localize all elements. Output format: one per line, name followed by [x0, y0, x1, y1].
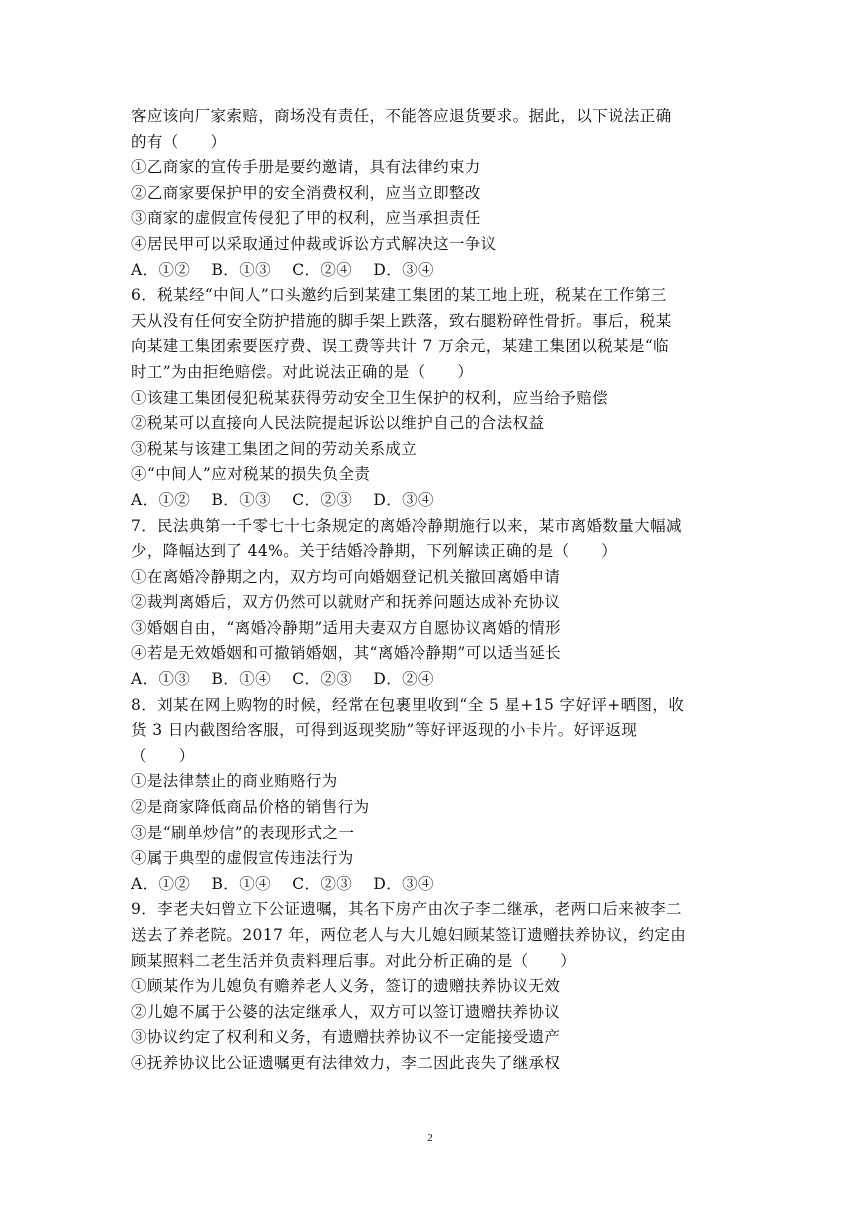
statement-4: ④居民甲可以采取通过仲裁或诉讼方式解决这一争议 [131, 234, 497, 253]
statement-3: ③税某与该建工集团之间的劳动关系成立 [131, 439, 418, 458]
question-text-line: 向某建工集团索要医疗费、误工费等共计 7 万余元，某建工集团以税某是“临 [131, 337, 670, 356]
statement-1: ①该建工集团侵犯税某获得劳动安全卫生保护的权利，应当给予赔偿 [131, 388, 609, 407]
question-text-line: 送去了养老院。2017 年，两位老人与大儿媳妇顾某签订遗赠扶养协议，约定由 [131, 926, 687, 944]
question-text-line: 客应该向厂家索赔，商场没有责任，不能答应退货要求。据此，以下说法正确 [131, 107, 672, 125]
statement-1: ①顾某作为儿媳负有赡养老人义务，签订的遗赠扶养协议无效 [131, 977, 561, 996]
page-number: 2 [427, 1132, 433, 1144]
question-text-line: 货 3 日内截图给客服，可得到返现奖励”等好评返现的小卡片。好评返现 [131, 721, 638, 740]
question-text-line: 8．刘某在网上购物的时候，经常在包裹里收到“全 5 星+15 字好评+晒图，收 [131, 695, 685, 714]
page-content [131, 104, 731, 1077]
answer-options: A．①③ B．①④ C．②③ D．②④ [131, 670, 434, 689]
question-6 [131, 283, 731, 513]
question-text-line: 9．李老夫妇曾立下公证遗嘱，其名下房产由次子李二继承，老两口后来被李二 [131, 900, 682, 919]
statement-4: ④“中间人”应对税某的损失负全责 [131, 465, 371, 484]
statement-2: ②儿媳不属于公婆的法定继承人，双方可以签订遗赠扶养协议 [131, 1002, 561, 1021]
answer-options: A．①② B．①③ C．②④ D．③④ [131, 260, 434, 279]
question-8 [131, 693, 731, 898]
statement-2: ②是商家降低商品价格的销售行为 [131, 798, 370, 817]
statement-1: ①在离婚冷静期之内，双方均可向婚姻登记机关撤回离婚申请 [131, 567, 561, 586]
statement-3: ③协议约定了权利和义务，有遗赠扶养协议不一定能接受遗产 [131, 1028, 561, 1047]
statement-3: ③商家的虚假宣传侵犯了甲的权利，应当承担责任 [131, 209, 481, 228]
question-text-line: 天从没有任何安全防护措施的脚手架上跌落，致右腿粉碎性骨折。事后，税某 [131, 311, 672, 330]
question-text-line: 6．税某经“中间人”口头邀约后到某建工集团的某工地上班，税某在工作第三 [131, 286, 667, 305]
statement-3: ③是“刷单炒信”的表现形式之一 [131, 823, 355, 842]
question-5 [131, 104, 731, 283]
question-7 [131, 514, 731, 693]
question-9 [131, 897, 731, 1076]
question-text-line: 的有（ ） [131, 132, 227, 151]
question-text-line: 少，降幅达到了 44%。关于结婚冷静期，下列解读正确的是（ ） [131, 542, 618, 561]
question-text-line: 时工”为由拒绝赔偿。对此说法正确的是（ ） [131, 362, 474, 381]
question-text-line: 7．民法典第一千零七十七条规定的离婚冷静期施行以来，某市离婚数量大幅减 [131, 516, 682, 535]
statement-3: ③婚姻自由，“离婚冷静期”适用夫妻双方自愿协议离婚的情形 [131, 618, 562, 637]
question-text-line: 顾某照料二老生活并负责料理后事。对此分析正确的是（ ） [131, 951, 577, 970]
statement-4: ④若是无效婚姻和可撤销婚姻，其“离婚冷静期”可以适当延长 [131, 644, 562, 663]
statement-2: ②乙商家要保护甲的安全消费权利，应当立即整改 [131, 183, 481, 202]
answer-options: A．①② B．①③ C．②③ D．③④ [131, 490, 434, 509]
question-text-line: （ ） [131, 746, 195, 765]
answer-options: A．①② B．①④ C．②③ D．③④ [131, 874, 434, 893]
statement-1: ①乙商家的宣传手册是要约邀请，具有法律约束力 [131, 158, 481, 177]
statement-4: ④属于典型的虚假宣传违法行为 [131, 849, 354, 868]
statement-2: ②裁判离婚后，双方仍然可以就财产和抚养问题达成补充协议 [131, 593, 561, 612]
statement-2: ②税某可以直接向人民法院提起诉讼以维护自己的合法权益 [131, 414, 545, 433]
statement-4: ④抚养协议比公证遗嘱更有法律效力，李二因此丧失了继承权 [131, 1053, 561, 1072]
statement-1: ①是法律禁止的商业贿赂行为 [131, 772, 338, 791]
